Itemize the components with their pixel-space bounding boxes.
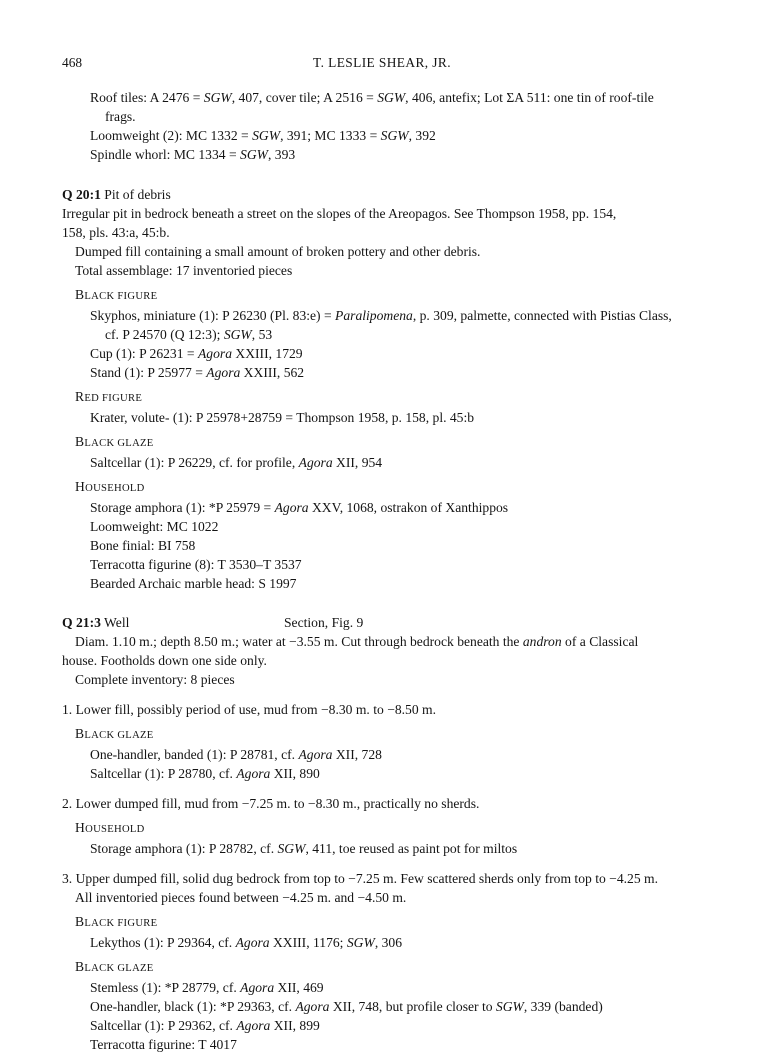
inventory-item: Stand (1): P 25977 = Agora XXIII, 562: [90, 365, 305, 380]
deposit-heading: [62, 185, 712, 204]
inventory-item: Spindle whorl: MC 1334 = SGW, 393: [90, 147, 296, 162]
fill-layer: 3. Upper dumped fill, solid dug bedrock from top to −7.25 m. Few scattered sherds only from top to −4.25 m.: [62, 871, 659, 886]
inventory-item: Terracotta figurine (8): T 3530–T 3537: [90, 557, 302, 572]
deposit-categories: [62, 285, 712, 593]
inventory-item: Bone finial: BI 758: [90, 538, 196, 553]
fill-layer-continuation: All inventoried pieces found between −4.25 m. and −4.50 m.: [75, 890, 407, 905]
page-number: 468: [62, 55, 83, 70]
category-heading: BLACK FIGURE: [75, 287, 158, 302]
deposit-description-cont: house. Footholds down one side only.: [62, 653, 267, 668]
inventory-item: Storage amphora (1): P 28782, cf. SGW, 411, toe reused as paint pot for miltos: [90, 841, 518, 856]
inventory-item: Roof tiles: A 2476 = SGW, 407, cover tile; A 2516 = SGW, 406, antefix; Lot ΣA 511: one tin of roof-tile: [90, 90, 654, 105]
category-heading: BLACK GLAZE: [75, 434, 154, 449]
inventory-item: One-handler, black (1): *P 29363, cf. Agora XII, 748, but profile closer to SGW, 339 (banded): [90, 999, 603, 1014]
deposit-description: Diam. 1.10 m.; depth 8.50 m.; water at −3.55 m. Cut through bedrock beneath the andron of a Classical: [75, 634, 639, 649]
inventory-item: Terracotta figurine: T 4017: [90, 1037, 237, 1052]
inventory-item: Saltcellar (1): P 28780, cf. Agora XII, 890: [90, 766, 320, 781]
inventory-item-continuation: cf. P 24570 (Q 12:3); SGW, 53: [105, 327, 273, 342]
inventory-item: Loomweight: MC 1022: [90, 519, 219, 534]
deposit-title: Pit of debris: [104, 187, 171, 202]
deposit-total: Total assemblage: 17 inventoried pieces: [75, 263, 293, 278]
inventory-item: Lekythos (1): P 29364, cf. Agora XXIII, 1176; SGW, 306: [90, 935, 403, 950]
deposit-heading: [62, 613, 712, 632]
inventory-item: Storage amphora (1): *P 25979 = Agora XXV, 1068, ostrakon of Xanthippos: [90, 500, 509, 515]
inventory-item: One-handler, banded (1): P 28781, cf. Agora XII, 728: [90, 747, 382, 762]
fill-layer: 1. Lower fill, possibly period of use, mud from −8.30 m. to −8.50 m.: [62, 702, 437, 717]
category-heading: BLACK GLAZE: [75, 959, 154, 974]
category-heading: BLACK GLAZE: [75, 726, 154, 741]
deposit-q21-3: [62, 613, 712, 1054]
inventory-item: Saltcellar (1): P 26229, cf. for profile, Agora XII, 954: [90, 455, 383, 470]
intro-items: [62, 88, 712, 164]
inventory-item-continuation: frags.: [105, 109, 136, 124]
category-heading: RED FIGURE: [75, 389, 143, 404]
inventory-item: Cup (1): P 26231 = Agora XXIII, 1729: [90, 346, 303, 361]
deposit-total: Complete inventory: 8 pieces: [75, 672, 235, 687]
deposit-description: Irregular pit in bedrock beneath a street on the slopes of the Areopagos. See Thompson 1958, pp. 154,: [62, 206, 617, 221]
inventory-item: Skyphos, miniature (1): P 26230 (Pl. 83:e) = Paralipomena, p. 309, palmette, connected with Pistias Class,: [90, 308, 672, 323]
category-heading: HOUSEHOLD: [75, 820, 145, 835]
page-content: [62, 88, 712, 1054]
category-heading: HOUSEHOLD: [75, 479, 145, 494]
section-reference: Section, Fig. 9: [284, 615, 364, 630]
running-head: T. LESLIE SHEAR, JR.: [313, 55, 451, 70]
deposit-fill: Dumped fill containing a small amount of broken pottery and other debris.: [75, 244, 481, 259]
deposit-layers: [62, 700, 712, 1054]
category-heading: BLACK FIGURE: [75, 914, 158, 929]
inventory-item: Bearded Archaic marble head: S 1997: [90, 576, 297, 591]
fill-layer: 2. Lower dumped fill, mud from −7.25 m. to −8.30 m., practically no sherds.: [62, 796, 480, 811]
inventory-item: Stemless (1): *P 28779, cf. Agora XII, 469: [90, 980, 324, 995]
deposit-q20-1: [62, 185, 712, 593]
inventory-item: Loomweight (2): MC 1332 = SGW, 391; MC 1333 = SGW, 392: [90, 128, 436, 143]
page-header: [62, 55, 702, 75]
inventory-item: Krater, volute- (1): P 25978+28759 = Thompson 1958, p. 158, pl. 45:b: [90, 410, 475, 425]
deposit-id: Q 21:3: [62, 615, 101, 630]
deposit-title: Well: [104, 615, 130, 630]
deposit-description-cont: 158, pls. 43:a, 45:b.: [62, 225, 170, 240]
deposit-id: Q 20:1: [62, 187, 101, 202]
inventory-item: Saltcellar (1): P 29362, cf. Agora XII, 899: [90, 1018, 320, 1033]
